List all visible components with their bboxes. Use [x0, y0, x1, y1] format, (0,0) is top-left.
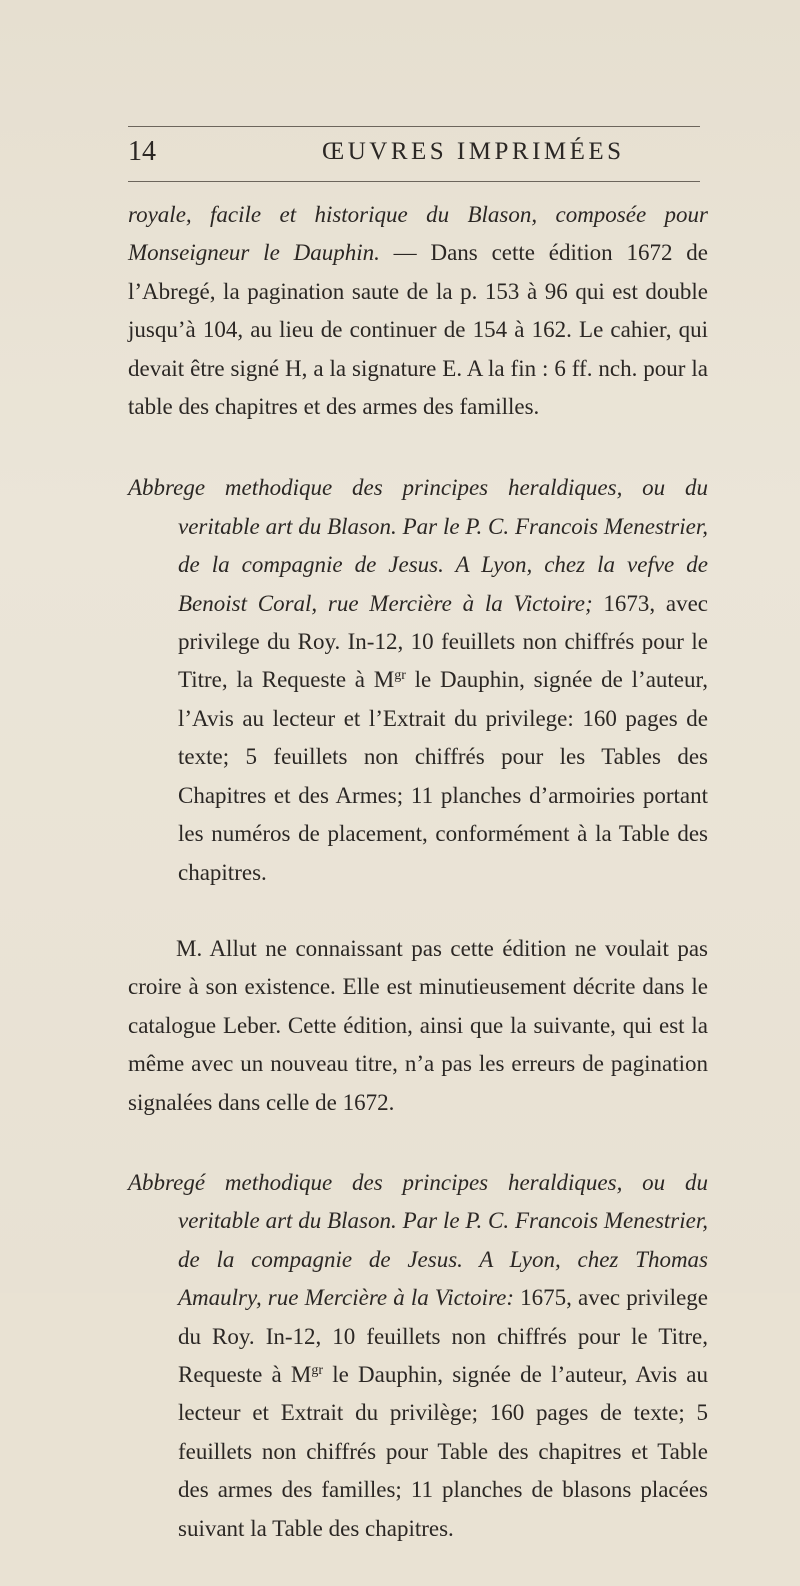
intro-italic-title: royale, facile et historique du Blason, composée pour Monseigneur le Dauphin.	[128, 202, 708, 266]
body-text	[128, 196, 708, 1586]
running-head	[128, 134, 700, 170]
bibliographic-entry-1673	[128, 469, 708, 891]
entry-1673-text-cont: le Dauphin, signée de l’auteur, l’Avis au lecteur et l’Extrait du privilege: 160 pages de texte; 5 feuillets non chiffrés pour les Tables des Chapitres et des Armes; 11 planches d’armoiries portant les numéros de placement, conformément à la Table des chapitres.	[178, 667, 708, 885]
intro-text: — Dans cette édition 1672 de l’Abregé, la pagination saute de la p. 153 à 96 qui est double jusqu’à 104, au lieu de continuer de 154 à 162. Le cahier, qui devait être signé H, a la signature E. A la fin : 6 ff. nch. pour la table des chapitres et des armes des familles.	[128, 240, 709, 420]
running-title: ŒUVRES IMPRIMÉES	[322, 138, 625, 165]
entry-1675-superscript: gr	[311, 1362, 324, 1378]
allut-paragraph: M. Allut ne connaissant pas cette édition ne voulait pas croire à son existence. Elle est minutieusement décrite dans le catalogue Leber. Cette édition, ainsi que la suivante, qui est la même avec un nouveau titre, n’a pas les erreurs de pagination signalées dans celle de 1672.	[128, 935, 708, 1115]
header-rule	[128, 181, 700, 182]
bibliographic-entry-1675	[128, 1164, 708, 1548]
entry-1675-italic-title: Abbregé methodique des principes heraldiques, ou du veritable art du Blason. Par le P. C. Francois Menestrier, de la compagnie de Jesus. A Lyon, chez Thomas Amaulry, rue Mercière à la Victoire:	[128, 1169, 708, 1311]
entry-1673-italic-title: Abbrege methodique des principes heraldiques, ou du veritable art du Blason. Par le P. C. Francois Menestrier, de la compagnie de Jesus. A Lyon, chez la vefve de Benoist Coral, rue Mercière à la Victoire;	[128, 475, 708, 616]
page-number: 14	[128, 136, 156, 167]
top-rule	[128, 126, 700, 127]
intro-paragraph	[128, 196, 708, 426]
entry-1675-text: 1675, avec privilege du Roy. In-12, 10 feuillets non chiffrés pour le Titre, Requeste à M	[178, 1285, 708, 1387]
entry-1675-text-cont: le Dauphin, signée de l’auteur, Avis au lecteur et Extrait du privilège; 160 pages de texte; 5 feuillets non chiffrés pour Table des chapitres et Table des armes des familles; 11 planches de blasons placées suivant la Table des chapitres.	[178, 1361, 708, 1541]
entry-1673-superscript: gr	[394, 668, 406, 684]
entry-1673-text: 1673, avec privilege du Roy. In-12, 10 feuillets non chiffrés pour le Titre, la Requeste à M	[178, 590, 708, 693]
